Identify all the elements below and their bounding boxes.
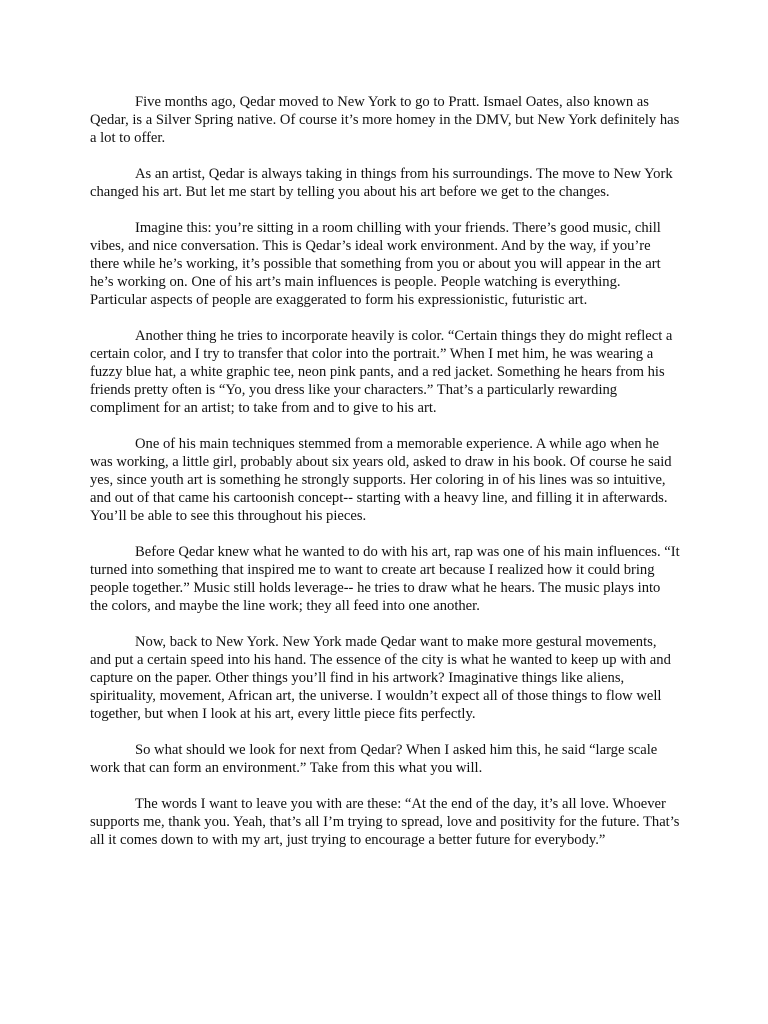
paragraph-9: The words I want to leave you with are these: “At the end of the day, it’s all love. Whoever supports me, thank you. Yeah, that’s all I’m trying to spread, love and positivity for the future. That’s all it comes down to with my art, just trying to encourage a better future for everybody.” [90, 796, 680, 848]
paragraph-2: As an artist, Qedar is always taking in things from his surroundings. The move to New York changed his art. But let me start by telling you about his art before we get to the changes. [90, 166, 673, 200]
paragraph-1: Five months ago, Qedar moved to New York to go to Pratt. Ismael Oates, also known as Qedar, is a Silver Spring native. Of course it’s more homey in the DMV, but New York definitely has a lot to offer. [90, 94, 680, 146]
paragraph-5: One of his main techniques stemmed from a memorable experience. A while ago when he was working, a little girl, probably about six years old, asked to draw in his book. Of course he said yes, since youth art is something he strongly supports. Her coloring in of his lines was so intuitive, and out of that came his cartoonish concept-- starting with a heavy line, and filling it in afterwards. You’ll be able to see this throughout his pieces. [90, 436, 672, 524]
paragraph-7: Now, back to New York. New York made Qedar want to make more gestural movements, and put a certain speed into his hand. The essence of the city is what he wanted to keep up with and capture on the paper. Other things you’ll find in his artwork? Imaginative things like aliens, spirituality, movement, African art, the universe. I wouldn’t expect all of those things to flow well together, but when I look at his art, every little piece fits perfectly. [90, 634, 671, 722]
paragraph-8: So what should we look for next from Qedar? When I asked him this, he said “large scale work that can form an environment.” Take from this what you will. [90, 742, 658, 776]
paragraph-6: Before Qedar knew what he wanted to do with his art, rap was one of his main influences. “It turned into something that inspired me to want to create art because I realized how it could bring people together.” Music still holds leverage-- he tries to draw what he hears. The music plays into the colors, and maybe the line work; they all feed into one another. [90, 544, 680, 614]
paragraph-3: Imagine this: you’re sitting in a room chilling with your friends. There’s good music, chill vibes, and nice conversation. This is Qedar’s ideal work environment. And by the way, if you’re there while he’s working, it’s possible that something from you or about you will appear in the art he’s working on. One of his art’s main influences is people. People watching is everything. Particular aspects of people are exaggerated to form his expressionistic, futuristic art. [90, 220, 661, 308]
document-page [90, 93, 680, 867]
paragraph-4: Another thing he tries to incorporate heavily is color. “Certain things they do might reflect a certain color, and I try to transfer that color into the portrait.” When I met him, he was wearing a fuzzy blue hat, a white graphic tee, neon pink pants, and a red jacket. Something he hears from his friends pretty often is “Yo, you dress like your characters.” That’s a particularly rewarding compliment for an artist; to take from and to give to his art. [90, 328, 673, 416]
